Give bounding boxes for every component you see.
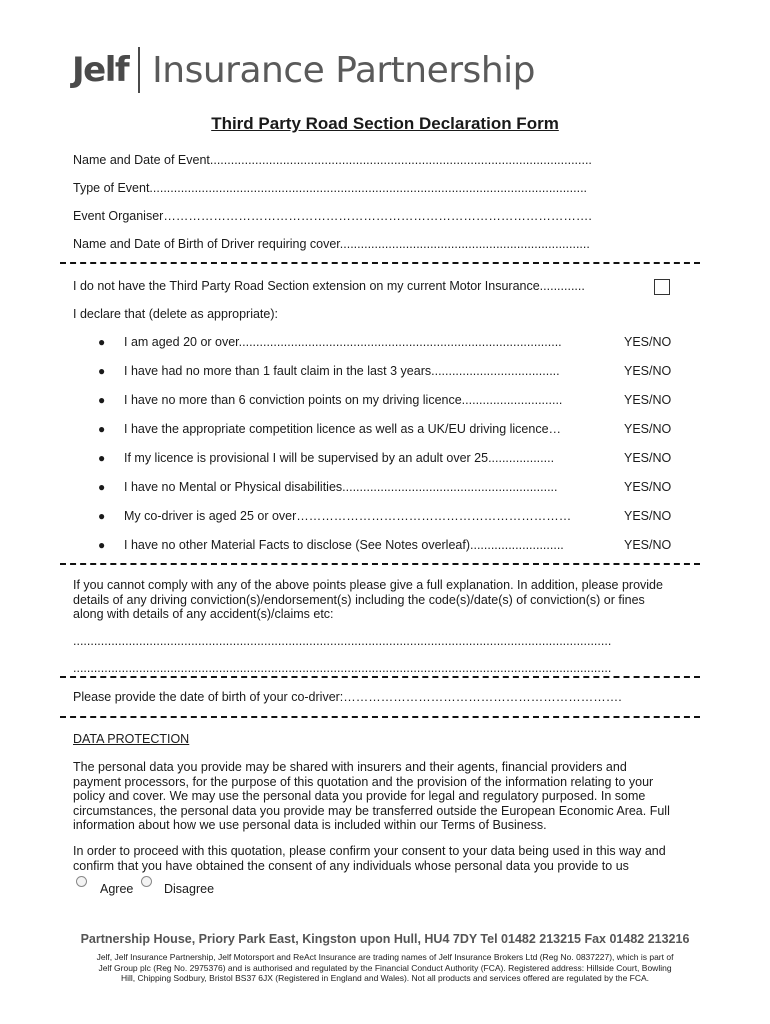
declaration-disabilities-answer[interactable]: YES/NO [624,480,672,494]
declaration-age-answer[interactable]: YES/NO [624,335,672,349]
bullet-icon: ● [98,364,106,378]
declaration-age: I am aged 20 or over............................................................................................. [124,335,562,349]
field-event-type[interactable]: Type of Event.............................................................................................................................. [73,181,588,195]
consent-line: confirm that you have obtained the consent of any individuals whose personal data you provide to us [73,858,629,873]
bullet-icon: ● [98,509,106,523]
agree-radio[interactable] [76,876,87,887]
explanation-blank-line[interactable]: ........................................................................................................................................................... [73,634,612,648]
company-logo [72,44,535,96]
logo-brand: Jelf [72,50,129,90]
declaration-conviction-points-answer[interactable]: YES/NO [624,393,672,407]
field-event-organiser[interactable]: Event Organiser…………………………………………………………………………………………. [73,209,592,223]
declaration-codriver-age-answer[interactable]: YES/NO [624,509,672,523]
declaration-conviction-points: I have no more than 6 conviction points on my driving licence............................. [124,393,563,407]
declare-intro: I declare that (delete as appropriate): [73,307,278,321]
data-protection-paragraph [73,760,697,833]
footer-legal-line: Jelf, Jelf Insurance Partnership, Jelf Motorsport and ReAct Insurance are trading names of Jelf Insurance Brokers Ltd (Reg No. 0837227), which is part of [96,952,674,962]
logo-partnership: Insurance Partnership [152,49,535,91]
bullet-icon: ● [98,538,106,552]
field-driver-name-dob[interactable]: Name and Date of Birth of Driver requiring cover........................................................................ [73,237,590,251]
explanation-line: along with details of any accident(s)/claims etc: [73,607,334,621]
section-divider [60,563,700,565]
disagree-radio[interactable] [141,876,152,887]
declaration-provisional-answer[interactable]: YES/NO [624,451,672,465]
footer-legal-line: Hill, Chipping Sodbury, Bristol BS37 6JX (Registered in England and Wales). Not all products and services offered are regulated by the FCA. [120,973,650,983]
disagree-label: Disagree [164,882,215,896]
declaration-disabilities: I have no Mental or Physical disabilities.............................................................. [124,480,558,494]
agree-label: Agree [100,882,134,896]
declaration-fault-claims-answer[interactable]: YES/NO [624,364,672,378]
footer-address: Partnership House, Priory Park East, Kingston upon Hull, HU4 7DY Tel 01482 213215 Fax 01482 213216 [80,932,690,946]
data-protection-line: The personal data you provide may be shared with insurers and their agents, financial providers and [73,760,627,774]
declaration-codriver-age: My co-driver is aged 25 or over………………………………………………………… [124,509,572,523]
declaration-material-facts-answer[interactable]: YES/NO [624,538,672,552]
logo-divider [138,47,140,93]
explanation-blank-line[interactable]: ........................................................................................................................................................... [73,661,612,675]
data-protection-line: information about how we use personal data is included within our Terms of Business. [73,818,547,832]
codriver-dob-field[interactable]: Please provide the date of birth of your co-driver:…………………………………………………………. [73,690,622,704]
field-event-name-date[interactable]: Name and Date of Event.............................................................................................................. [73,153,592,167]
declaration-provisional: If my licence is provisional I will be supervised by an adult over 25................... [124,451,555,465]
data-protection-line: policy and cover. We may use the personal data you provide for legal and regulatory purposed. In some [73,789,646,803]
bullet-icon: ● [98,480,106,494]
data-protection-heading: DATA PROTECTION [73,732,190,746]
extension-statement: I do not have the Third Party Road Section extension on my current Motor Insurance............. [73,279,585,293]
section-divider [60,262,700,264]
declaration-material-facts: I have no other Material Facts to disclose (See Notes overleaf)........................... [124,538,564,552]
bullet-icon: ● [98,393,106,407]
bullet-icon: ● [98,335,106,349]
consent-line: In order to proceed with this quotation, please confirm your consent to your data being used in this way and [73,844,666,858]
consent-paragraph [73,844,703,873]
footer-legal [60,952,710,984]
declaration-fault-claims: I have had no more than 1 fault claim in the last 3 years..................................... [124,364,560,378]
section-divider [60,676,700,678]
form-title: Third Party Road Section Declaration Form [211,114,559,133]
explanation-line: If you cannot comply with any of the above points please give a full explanation. In addition, please provide [73,578,663,592]
section-divider [60,716,700,718]
data-protection-line: circumstances, the personal data you provide may be transferred outside the European Economic Area. Full [73,803,670,818]
bullet-icon: ● [98,422,106,436]
declaration-competition-licence: I have the appropriate competition licence as well as a UK/EU driving licence… [124,422,562,436]
bullet-icon: ● [98,451,106,465]
explanation-instructions [73,578,703,622]
data-protection-line: payment processors, for the purpose of this quotation and the provision of the information relating to your [73,774,654,789]
declaration-competition-licence-answer[interactable]: YES/NO [624,422,672,436]
explanation-line: details of any driving conviction(s)/endorsement(s) including the code(s)/date(s) of conviction(s) or fines [73,592,645,607]
footer-legal-line: Jelf Group plc (Reg No. 2975376) and is authorised and regulated by the Financial Conduct Authority (FCA). Registered address: Hillside Court, Bowling [98,962,672,973]
extension-checkbox[interactable] [654,279,670,295]
